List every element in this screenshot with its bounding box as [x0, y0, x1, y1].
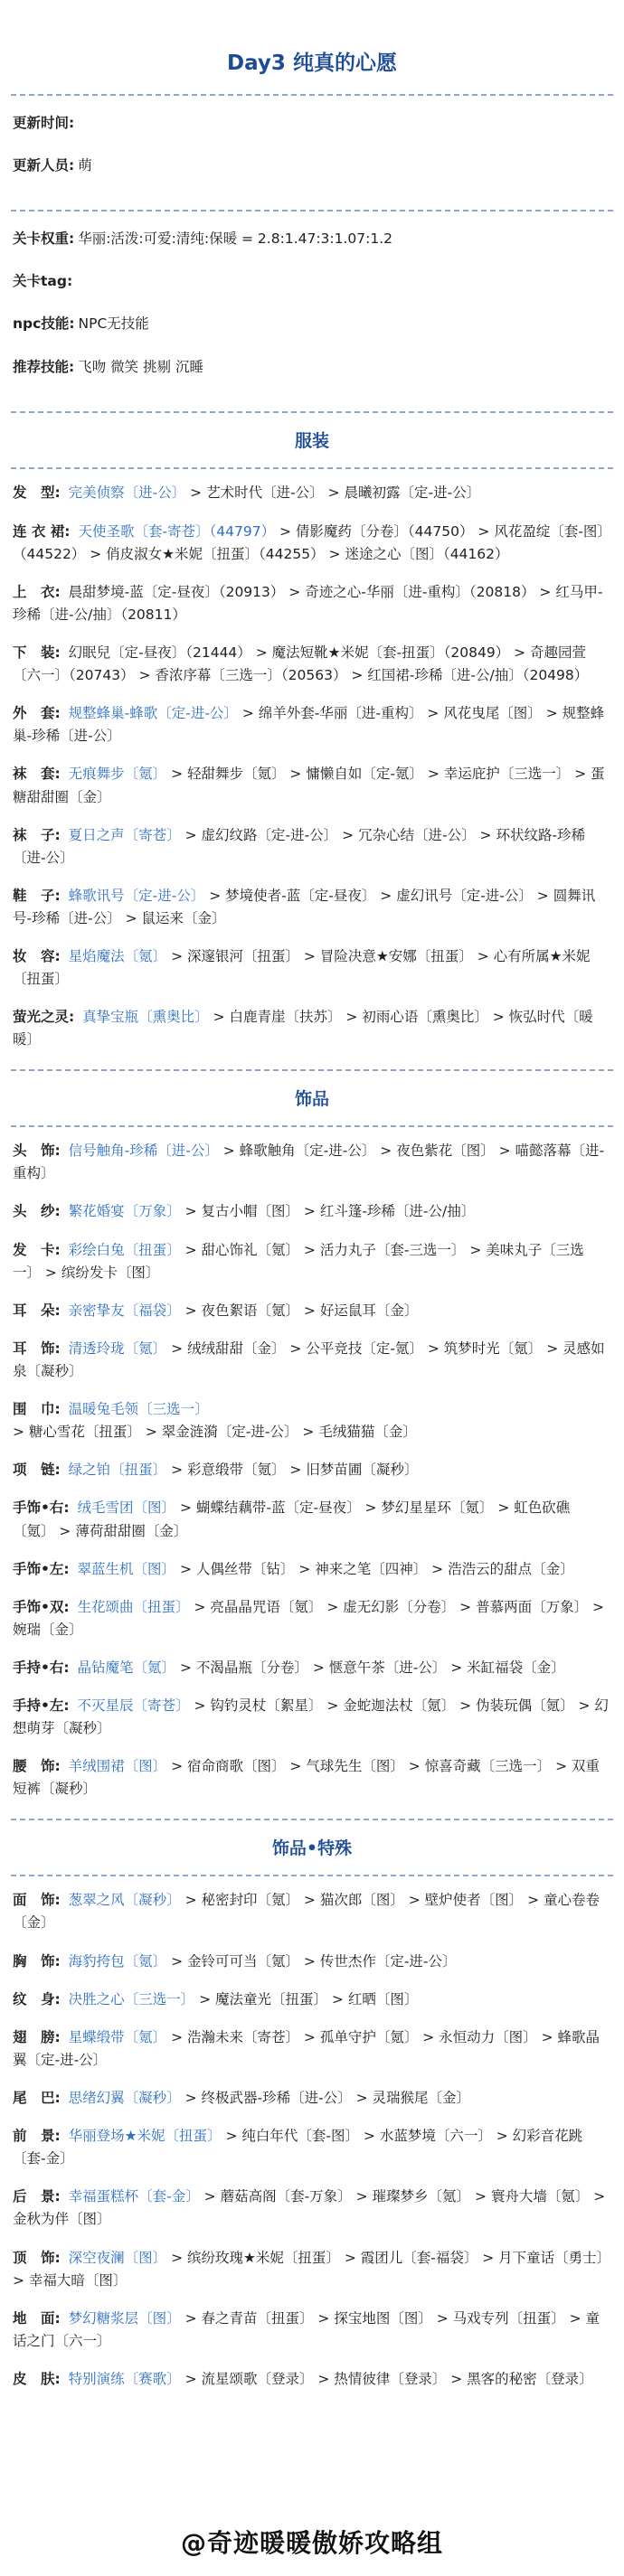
- info-label: 更新时间:: [13, 115, 75, 131]
- slot-label: 鞋 子:: [13, 887, 61, 904]
- alternatives: 幻眠兒〔定-昼夜〕（21444） > 魔法短靴★米妮〔套-扭蛋〕（20849） > 奇趣园萱〔六一〕（20743） > 香浓序幕〔三选一〕（20563） > 红国裙-珍稀〔进-公/抽〕（20498）: [13, 644, 589, 684]
- slot-label: 腰 饰:: [13, 1758, 61, 1775]
- top-pick: 蜂歌讯号〔定-进-公〕: [68, 887, 205, 904]
- slot-label: 下 装:: [13, 644, 61, 661]
- item-row: [11, 2025, 613, 2073]
- slot-label: 胸 饰:: [13, 1952, 61, 1970]
- slot-label: 地 面:: [13, 2309, 61, 2327]
- alternatives: > 深邃银河〔扭蛋〕 > 冒险决意★安娜〔扭蛋〕 > 心有所属★米妮〔扭蛋〕: [13, 948, 591, 988]
- alternatives: > 甜心饰礼〔氪〕 > 活力丸子〔套-三选一〕 > 美味丸子〔三选一〕 > 缤纷发卡〔图〕: [13, 1241, 584, 1281]
- top-pick: 亲密挚友〔福袋〕: [68, 1302, 181, 1319]
- top-pick: 深空夜澜〔图〕: [68, 2249, 167, 2266]
- alternatives: > 彩意缎带〔氪〕 > 旧梦苗圃〔凝秒〕: [166, 1462, 419, 1479]
- top-pick: 绿之铂〔扭蛋〕: [68, 1462, 167, 1479]
- item-row: [11, 823, 613, 871]
- item-row: [11, 944, 613, 992]
- info-value: 华丽:活泼:可爱:清纯:保暖 = 2.8:1.47:3:1.07:1.2: [78, 230, 393, 248]
- alternatives: > 秘密封印〔氪〕 > 猫次郎〔图〕 > 壁炉使者〔图〕 > 童心卷卷〔金〕: [13, 1892, 600, 1932]
- slot-label: 后 景:: [13, 2188, 61, 2205]
- slot-label: 手饰•双:: [13, 1598, 70, 1615]
- item-row: [11, 2306, 613, 2355]
- top-pick: 信号触角-珍稀〔进-公〕: [68, 1142, 219, 1160]
- slot-label: 手持•左:: [13, 1697, 70, 1715]
- alternatives: > 复古小帽〔图〕 > 红斗篷-珍稀〔进-公/抽〕: [180, 1203, 476, 1220]
- slot-label: 尾 巴:: [13, 2089, 61, 2106]
- top-pick: 规整蜂巢-蜂歌〔定-进-公〕: [68, 705, 238, 722]
- info-row: [11, 270, 613, 293]
- slot-label: 发 型:: [13, 484, 61, 502]
- info-row: [11, 228, 613, 250]
- alternatives: > 糖心雪花〔扭蛋〕 > 翠金涟漪〔定-进-公〕 > 毛绒猫猫〔金〕: [13, 1424, 417, 1441]
- top-pick: 温暖兔毛领〔三选一〕: [68, 1401, 209, 1418]
- top-pick: 真挚宝瓶〔熏奥比〕: [82, 1009, 209, 1026]
- slot-label: 手持•右:: [13, 1659, 70, 1677]
- alternatives: > 绵羊外套-华丽〔进-重构〕 > 风花曳尾〔图〕 > 规整蜂巢-珍稀〔进-公〕: [13, 705, 605, 745]
- alternatives: > 蝴蝶结藕带-蓝〔定-昼夜〕 > 梦幻星星环〔氪〕 > 虹色砍礁〔氪〕 > 薄荷甜甜圈〔金〕: [13, 1500, 571, 1539]
- top-pick: 华丽登场★米妮〔扭蛋〕: [68, 2128, 222, 2145]
- item-row: [11, 579, 613, 628]
- top-pick: 翠蓝生机〔图〕: [77, 1560, 176, 1577]
- info-value: 萌: [78, 157, 92, 174]
- info-row: [11, 155, 613, 177]
- divider: [11, 1125, 613, 1127]
- slot-label: 翅 膀:: [13, 2028, 61, 2045]
- alternatives: > 纯白年代〔套-图〕 > 水蓝梦境〔六一〕 > 幻彩音花跳〔套-金〕: [13, 2128, 583, 2167]
- top-pick: 海豹挎包〔氪〕: [68, 1952, 167, 1970]
- alternatives: > 宿命商歌〔图〕 > 气球先生〔图〕 > 惊喜奇藏〔三选一〕 > 双重短裤〔凝秒〕: [13, 1758, 600, 1798]
- item-row: [11, 1753, 613, 1802]
- level-info: [11, 228, 613, 378]
- alternatives: > 不渴晶瓶〔分卷〕 > 惬意午茶〔进-公〕 > 米缸福袋〔金〕: [175, 1659, 565, 1677]
- top-pick: 清透玲珑〔氪〕: [68, 1340, 167, 1357]
- slot-label: 连 衣 裙:: [13, 522, 71, 540]
- top-pick: 无痕舞步〔氪〕: [68, 766, 167, 783]
- item-row: [11, 2245, 613, 2294]
- slot-label: 顶 饰:: [13, 2249, 61, 2266]
- alternatives: > 轻甜舞步〔氪〕 > 慵懒自如〔定-氪〕 > 幸运庇护〔三选一〕 > 蛋糖甜甜圈〔金〕: [13, 766, 605, 805]
- slot-label: 围 巾:: [13, 1401, 61, 1418]
- item-row: [11, 1298, 613, 1324]
- alternatives: 晨甜梦境-蓝〔定-昼夜〕（20913） > 奇迹之心-华丽〔进-重构〕（20818） > 红马甲-珍稀〔进-公/抽〕（20811）: [13, 583, 603, 623]
- alternatives: > 魔法童光〔扭蛋〕 > 红晒〔图〕: [194, 1990, 419, 2007]
- top-pick: 完美侦察〔进-公〕: [68, 484, 186, 502]
- divider: [11, 1875, 613, 1876]
- slot-label: 项 链:: [13, 1462, 61, 1479]
- item-row: [11, 2184, 613, 2233]
- top-pick: 生花颂曲〔扭蛋〕: [77, 1598, 190, 1615]
- item-row: [11, 761, 613, 810]
- top-pick: 星焰魔法〔氪〕: [68, 948, 167, 965]
- info-row: [11, 313, 613, 335]
- info-label: 关卡权重:: [13, 230, 75, 248]
- info-row: [11, 112, 613, 135]
- item-row: [11, 1987, 613, 2013]
- item-row: [11, 1556, 613, 1583]
- alternatives: > 绒绒甜甜〔金〕 > 公平竞技〔定-氪〕 > 筑梦时光〔氪〕 > 灵感如泉〔凝秒〕: [13, 1340, 605, 1380]
- item-row: [11, 883, 613, 932]
- item-row: [11, 1457, 613, 1483]
- top-pick: 决胜之心〔三选一〕: [68, 1990, 195, 2007]
- slot-label: 外 套:: [13, 705, 61, 722]
- alternatives: > 终极武器-珍稀〔进-公〕 > 灵瑞猴尾〔金〕: [180, 2089, 471, 2106]
- top-pick: 星蝶缎带〔氪〕: [68, 2028, 167, 2045]
- top-pick: 思绪幻翼〔凝秒〕: [68, 2089, 181, 2106]
- top-pick: 羊绒围裙〔图〕: [68, 1758, 167, 1775]
- section-title: 饰品: [294, 1088, 329, 1109]
- slot-label: 手饰•左:: [13, 1560, 70, 1577]
- slot-label: 袜 套:: [13, 766, 61, 783]
- item-row: [11, 1237, 613, 1286]
- item-row: [11, 1887, 613, 1936]
- alternatives: > 亮晶晶咒语〔氪〕 > 虚无幻影〔分卷〕 > 普慕两面〔万象〕 > 婉瑞〔金〕: [13, 1598, 605, 1638]
- alternatives: > 梦境使者-蓝〔定-昼夜〕 > 虚幻讯号〔定-进-公〕 > 圆舞讯号-珍稀〔进-公〕 > 鼠运来〔金〕: [13, 887, 596, 926]
- watermark: @奇迹暖暖傲娇攻略组: [180, 2527, 443, 2558]
- top-pick: 夏日之声〔寄苍〕: [68, 826, 181, 843]
- top-pick: 特别演练〔赛歌〕: [68, 2370, 181, 2387]
- alternatives: > 金铃可可当〔氪〕 > 传世杰作〔定-进-公〕: [166, 1952, 457, 1970]
- slot-label: 前 景:: [13, 2128, 61, 2145]
- item-row: [11, 1199, 613, 1225]
- alternatives: > 白鹿青崖〔扶苏〕 > 初雨心语〔熏奥比〕 > 恢弘时代〔暖暖〕: [13, 1009, 593, 1048]
- item-row: [11, 2085, 613, 2111]
- top-pick: 梦幻糖浆层〔图〕: [68, 2309, 181, 2327]
- info-label: 关卡tag:: [13, 273, 73, 290]
- slot-label: 纹 身:: [13, 1990, 61, 2007]
- alternatives: > 倩影魔药〔分卷〕（44750） > 风花盈绽〔套-图〕（44522） > 俏皮淑女★米妮〔扭蛋〕（44255） > 迷途之心〔图〕（44162）: [13, 522, 611, 562]
- top-pick: 晶钻魔笔〔氪〕: [77, 1659, 176, 1677]
- alternatives: > 春之青苗〔扭蛋〕 > 探宝地图〔图〕 > 马戏专列〔扭蛋〕 > 童话之门〔六一〕: [13, 2309, 600, 2349]
- item-row: [11, 1655, 613, 1681]
- slot-label: 皮 肤:: [13, 2370, 61, 2387]
- item-row: [11, 1004, 613, 1053]
- slot-label: 头 纱:: [13, 1203, 61, 1220]
- slot-label: 耳 饰:: [13, 1340, 61, 1357]
- slot-label: 头 饰:: [13, 1142, 61, 1160]
- item-row: [11, 1594, 613, 1643]
- divider: [11, 467, 613, 469]
- item-row: [11, 1949, 613, 1975]
- info-row: [11, 356, 613, 379]
- slot-label: 手饰•右:: [13, 1500, 70, 1517]
- item-row: [11, 640, 613, 689]
- item-row: [11, 700, 613, 749]
- info-label: npc技能:: [13, 315, 75, 333]
- item-row: [11, 1693, 613, 1742]
- slot-label: 耳 朵:: [13, 1302, 61, 1319]
- info-value: NPC无技能: [78, 315, 149, 333]
- page-title: Day3 纯真的心愿: [227, 52, 397, 75]
- item-row: [11, 1495, 613, 1544]
- alternatives: > 虚幻纹路〔定-进-公〕 > 冗杂心结〔进-公〕 > 环状纹路-珍稀〔进-公〕: [13, 826, 586, 866]
- slot-label: 上 衣:: [13, 583, 61, 600]
- section-title: 饰品•特殊: [271, 1838, 353, 1858]
- slot-label: 袜 子:: [13, 826, 61, 843]
- top-pick: 不灭星辰〔寄苍〕: [77, 1697, 190, 1715]
- section-title: 服装: [294, 430, 329, 451]
- alternatives: > 浩瀚未来〔寄苍〕 > 孤单守护〔氪〕 > 永恒动力〔图〕 > 蜂歌晶翼〔定-进-公〕: [13, 2028, 600, 2068]
- header-info: [11, 112, 613, 177]
- slot-label: 面 饰:: [13, 1892, 61, 1909]
- top-pick: 绒毛雪团〔图〕: [77, 1500, 176, 1517]
- alternatives: > 夜色絮语〔氪〕 > 好运鼠耳〔金〕: [180, 1302, 419, 1319]
- alternatives: > 艺术时代〔进-公〕 > 晨曦初露〔定-进-公〕: [185, 484, 481, 502]
- info-label: 更新人员:: [13, 157, 75, 174]
- item-row: [11, 480, 613, 506]
- alternatives: > 缤纷玫瑰★米妮〔扭蛋〕 > 霞团儿〔套-福袋〕 > 月下童话〔勇士〕 > 幸福大暗〔图〕: [13, 2249, 611, 2289]
- item-row: [11, 2123, 613, 2172]
- item-row: [11, 1138, 613, 1187]
- item-row: [11, 519, 613, 568]
- item-row: [11, 1336, 613, 1385]
- slot-label: 发 卡:: [13, 1241, 61, 1258]
- top-pick: 葱翠之风〔凝秒〕: [68, 1892, 181, 1909]
- info-label: 推荐技能:: [13, 358, 75, 375]
- top-pick: 繁花婚宴〔万象〕: [68, 1203, 181, 1220]
- sections-container: [11, 411, 613, 2408]
- item-row: [11, 1396, 613, 1445]
- top-pick: 彩绘白兔〔扭蛋〕: [68, 1241, 181, 1258]
- top-pick: 天使圣歌〔套-寄苍〕（44797）: [78, 522, 276, 540]
- alternatives: > 蘑菇高阁〔套-万象〕 > 璀璨梦乡〔氪〕 > 寰舟大墙〔氪〕 > 金秋为伴〔图〕: [13, 2188, 606, 2228]
- info-value: 飞吻 微笑 挑剔 沉睡: [78, 358, 203, 375]
- alternatives: > 钩钓灵杖〔絮星〕 > 金蛇迦法杖〔氪〕 > 伪装玩偶〔氪〕 > 幻想萌芽〔凝秒〕: [13, 1697, 609, 1737]
- slot-label: 萤光之灵:: [13, 1009, 75, 1026]
- alternatives: > 流星颂歌〔登录〕 > 热情彼律〔登录〕 > 黑客的秘密〔登录〕: [180, 2370, 593, 2387]
- alternatives: > 蜂歌触角〔定-进-公〕 > 夜色紫花〔图〕 > 喵懿落幕〔进-重构〕: [13, 1142, 605, 1182]
- item-row: [11, 2366, 613, 2393]
- top-pick: 幸福蛋糕杯〔套-金〕: [68, 2188, 200, 2205]
- alternatives: > 人偶丝带〔钻〕 > 神来之笔〔四神〕 > 浩浩云的甜点〔金〕: [175, 1560, 574, 1577]
- slot-label: 妆 容:: [13, 948, 61, 965]
